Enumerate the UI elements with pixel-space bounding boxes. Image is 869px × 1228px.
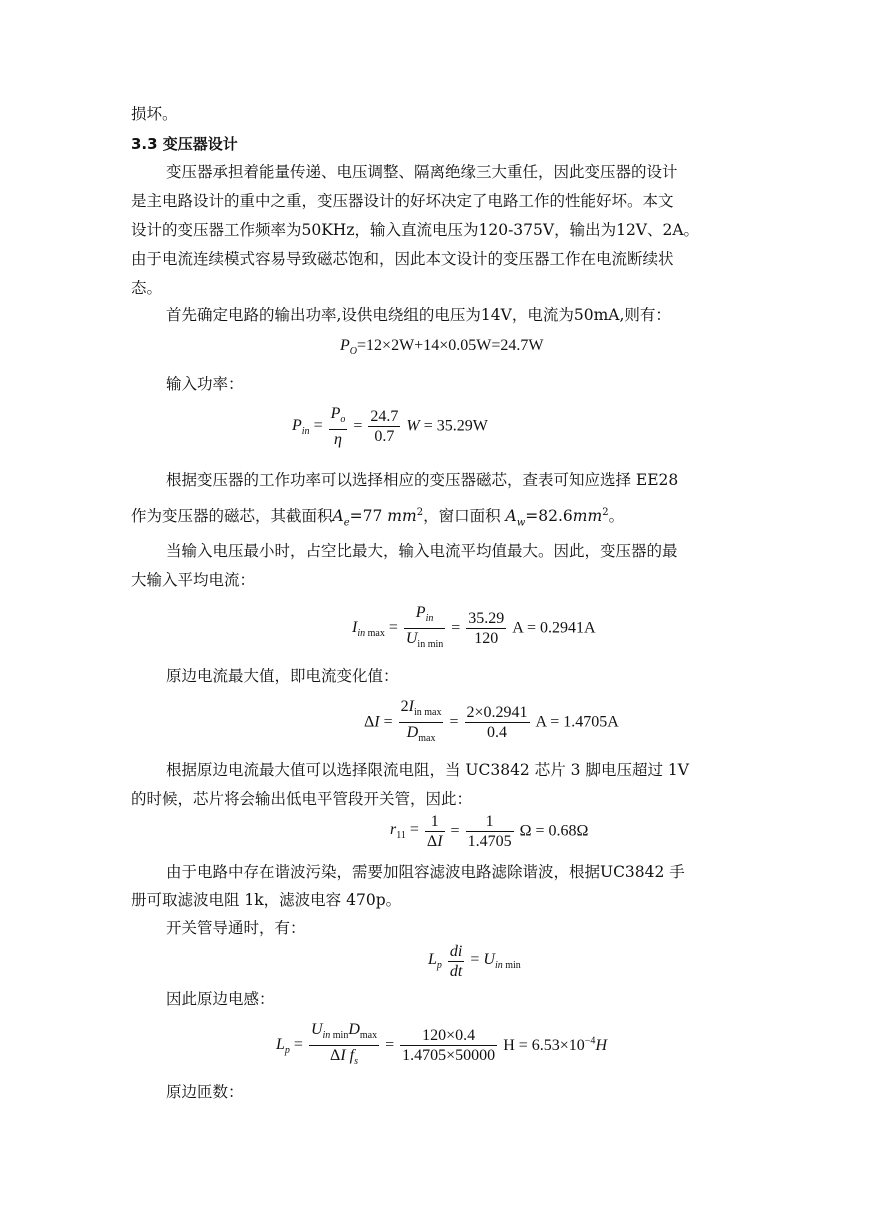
eq-result: = 35.29W [423, 417, 488, 435]
text-line: 开关管导通时，有： [166, 919, 306, 937]
eq-numerator: 2×0.2941 [466, 704, 528, 722]
eq-symbol: P [330, 405, 341, 422]
text-line: 根据变压器的工作功率可以选择相应的变压器磁芯，查表可知应选择 EE28 [166, 471, 679, 489]
text-line: 大输入平均电流： [131, 571, 256, 589]
eq-denominator: 1.4705×50000 [402, 1047, 496, 1065]
eq-symbol: P [415, 604, 426, 621]
eq-result: A = 0.2941A [512, 619, 596, 637]
eq-result: Ω = 0.68Ω [519, 822, 589, 840]
eq-denominator: 0.7 [374, 428, 395, 446]
eq-numerator: 24.7 [370, 408, 399, 426]
eq-subscript: o [340, 414, 346, 426]
text-span: =82.6 [525, 507, 573, 526]
text-line: 因此原边电感： [166, 990, 275, 1008]
text-line: 当输入电压最小时，占空比最大，输入电流平均值最大。因此，变压器的最 [166, 542, 678, 560]
eq-subscript: in [425, 613, 434, 625]
eq-subscript: in max [413, 707, 442, 719]
text-line: 的时候，芯片将会输出低电平管段开关管，因此： [131, 790, 473, 808]
section-heading: 3.3 变压器设计 [131, 135, 238, 153]
text-line: 原边匝数： [166, 1083, 244, 1101]
eq-subscript: max [418, 733, 436, 745]
eq-numerator: 1 [425, 812, 445, 832]
eq-denominator: 0.4 [487, 724, 508, 742]
equation-current-limit-resistor: $r_{11}$ = $\frac{1}{\Delta I}$ = $\frac{1}{1.4705}$ Ω = 0.68Ω [390, 813, 589, 850]
eq-result: A = 1.4705A [535, 713, 619, 731]
eq-numerator: 1 [466, 812, 514, 832]
text-line: 是主电路设计的重中之重，变压器设计的好坏决定了电路工作的性能好坏。本文 [131, 192, 674, 210]
equation-rhs: =12×2W+14×0.05W=24.7W [357, 337, 544, 354]
eq-symbol: η [334, 431, 342, 449]
equation-input-power: $P_{in}$ = $\frac{P_o}{\eta}$ = $\frac{24.7}{0.7}$ W = 35.29W [292, 405, 488, 449]
equation-input-current: $I_{in max}$ = $\frac{P_{in}}{U_{in min}}$ = $\frac{35.29}{120}$ A = 0.2941A [352, 604, 596, 651]
eq-denominator: 1.4705 [467, 833, 512, 850]
equation-switch-on: $L_p$ $\frac{di}{dt}$ = $U_{in min}$ [428, 943, 521, 980]
text-span: ，窗口面积 [423, 507, 501, 526]
text-line: 首先确定电路的输出功率,设供电绕组的电压为14V，电流为50mA,则有： [166, 306, 671, 324]
text-span: 。 [608, 507, 625, 526]
text-line: 根据原边电流最大值可以选择限流电阻，当 UC3842 芯片 3 脚电压超过 1V [166, 761, 689, 779]
text-line: 变压器承担着能量传递、电压调整、隔离绝缘三大重任，因此变压器的设计 [166, 163, 678, 181]
eq-subscript: in min [417, 639, 444, 651]
eq-denominator: 120 [474, 630, 499, 648]
text-line: 由于电路中存在谐波污染，需要加阻容滤波电路滤除谐波，根据UC3842 手 [166, 863, 685, 881]
text-line: 损坏。 [131, 105, 178, 123]
text-line: 由于电流连续模式容易导致磁芯饱和，因此本文设计的变压器工作在电流断续状 [131, 250, 674, 268]
text-span: =77 [349, 507, 383, 526]
eq-numerator: 35.29 [468, 610, 505, 628]
equation-output-power: $P_O=12\times 2W+14\times 0.05W=24.7W$ [340, 337, 544, 358]
text-line: 册可取滤波电阻 1k，滤波电容 470p。 [131, 891, 402, 909]
text-line: 输入功率： [166, 375, 244, 393]
eq-numerator: 120×0.4 [400, 1026, 497, 1046]
text-span: 作为变压器的磁芯，其截面积 [131, 507, 333, 526]
eq-unit: H [595, 1037, 607, 1055]
eq-result: H = 6.53×10 [503, 1037, 585, 1055]
eq-exponent: −4 [584, 1036, 596, 1048]
equation-current-change: ΔI = $\frac{2I_{in max}}{D_{max}}$ = $\frac{2\times 0.2941}{0.4}$ A = 1.4705A [364, 698, 619, 745]
text-line: 设计的变压器工作频率为50KHz，输入直流电压为120-375V，输出为12V、2A。 [131, 221, 700, 239]
text-line: 作为变压器的磁芯，其截面积$A_e=77$ $mm^2$，窗口面积 $A_w=82.6mm^2$。 [131, 507, 625, 529]
eq-coefficient: 2 [400, 698, 409, 715]
text-line: 态。 [131, 279, 163, 297]
text-line: 原边电流最大值，即电流变化值： [166, 667, 399, 685]
equation-primary-inductance: $L_p$ = $\frac{U_{in min}D_{max}}{\Delta I f_s}$ = $\frac{120\times 0.4}{1.4705\times 50000}$ $H = 6.53\times 10^{-4}H$ [276, 1021, 607, 1068]
